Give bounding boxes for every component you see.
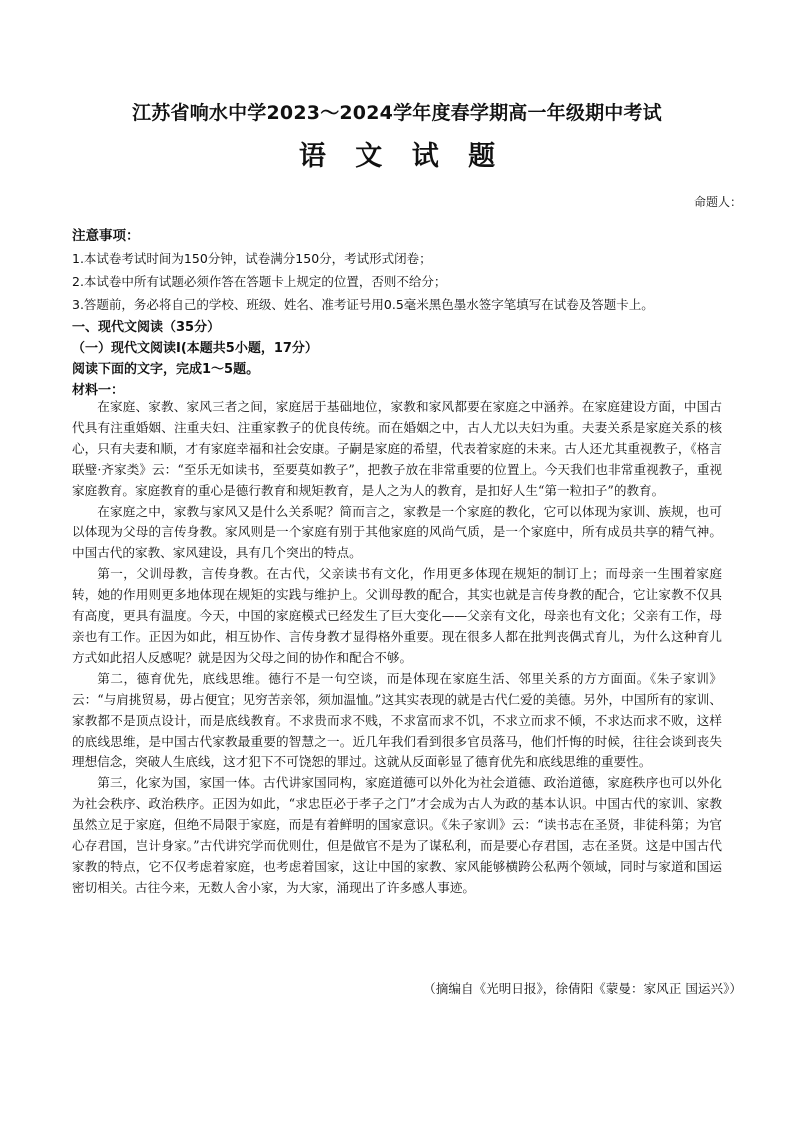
source-citation: （摘编自《光明日报》，徐倩阳《蒙曼：家风正 国运兴》） [423,981,742,996]
paragraph: 第一，父训母教，言传身教。在古代，父亲读书有文化，作用更多体现在规矩的制订上；而母亲一生围着家庭转，她的作用则更多地体现在规矩的实践与维护上。父训母教的配合，其实也就是言传身教的配合，它让家教不仅具有高度，更具有温度。今天，中国的家庭模式已经发生了巨大变化——父亲有文化，母亲也有文化；父亲有工作，母亲也有工作。正因为如此，相互协作、言传身教才显得格外重要。现在很多人都在批判丧偶式育儿，为什么这种育儿方式如此招人反感呢？就是因为父母之间的协作和配合不够。 [72,566,722,665]
subsection-title: （一）现代文阅读Ⅰ(本题共5小题，17分） [72,341,318,356]
reading-instruction: 阅读下面的文字，完成1～5题。 [72,362,260,377]
section-title: 一、现代文阅读（35分） [72,320,221,335]
notice-item: 3.答题前，务必将自己的学校、班级、姓名、准考证号用0.5毫米黑色墨水签字笔填写在试卷及答题卡上。 [72,297,654,312]
notice-list [72,247,772,316]
exam-subject: 语 文 试 题 [298,141,506,172]
exam-title: 江苏省响水中学2023～2024学年度春学期高一年级期中考试 [132,102,662,124]
notice-item: 2.本试卷中所有试题必须作答在答题卡上规定的位置，否则不给分； [72,274,447,289]
paragraph: 在家庭、家教、家风三者之间，家庭居于基础地位，家教和家风都要在家庭之中涵养。在家庭建设方面，中国古代具有注重婚姻、注重夫妇、注重家教子的优良传统。而在婚姻之中，古人尤以夫妇为重。夫妻关系是家庭关系的核心，只有夫妻和顺，才有家庭幸福和社会安康。子嗣是家庭的希望，代表着家庭的未来。古人还尤其重视教子，《格言联璧·齐家类》云：“至乐无如读书，至要莫如教子”，把教子放在非常重要的位置上。今天我们也非常重视教子，重视家庭教育。家庭教育的重心是德行教育和规矩教育，是人之为人的教育，是扣好人生“第一粒扣子”的教育。 [72,399,722,498]
paragraph: 在家庭之中，家教与家风又是什么关系呢？简而言之，家教是一个家庭的教化，它可以体现为家训、族规，也可以体现为父母的言传身教。家风则是一个家庭有别于其他家庭的风尚气质，是一个家庭中，所有成员共享的精气神。中国古代的家教、家风建设，具有几个突出的特点。 [72,503,722,561]
notice-item: 1.本试卷考试时间为150分钟，试卷满分150分，考试形式闭卷； [72,251,432,266]
paragraph: 第三，化家为国，家国一体。古代讲家国同构，家庭道德可以外化为社会道德、政治道德，家庭秩序也可以外化为社会秩序、政治秩序。正因为如此，“求忠臣必于孝子之门”才会成为古人为政的基本认识。中国古代的家训、家教虽然立足于家庭，但绝不局限于家庭，而是有着鲜明的国家意识。《朱子家训》云：“读书志在圣贤，非徒科第；为官心存君国，岂计身家。”古代讲究学而优则仕，但是做官不是为了谋私利，而是要心存君国，志在圣贤。这是中国古代家教的特点，它不仅考虑着家庭，也考虑着国家，这让中国的家教、家风能够横跨公私两个领域，同时与家道和国运密切相关。古往今来，无数人舍小家，为大家，涌现出了许多感人事迹。 [72,775,722,895]
material-label: 材料一： [72,383,125,398]
material-body [72,397,722,899]
author-label: 命题人： [693,195,742,209]
notice-title: 注意事项： [72,228,140,244]
paragraph: 第二，德育优先，底线思维。德行不是一句空谈，而是体现在家庭生活、邻里关系的方方面面。《朱子家训》云：“与肩挑贸易，毋占便宜；见穷苦亲邻，须加温恤。”这其实表现的就是古代仁爱的美德。另外，中国所有的家训、家教都不是顶点设计，而是底线教育。不求贵而求不贱，不求富而求不饥，不求立而求不倾，不求达而求不败，这样的底线思维，是中国古代家教最重要的智慧之一。近几年我们看到很多官员落马，他们忏悔的时候，往往会谈到丧失理想信念，突破人生底线，这才犯下不可饶恕的罪过。这就从反面彰显了德育优先和底线思维的重要性。 [72,670,722,770]
